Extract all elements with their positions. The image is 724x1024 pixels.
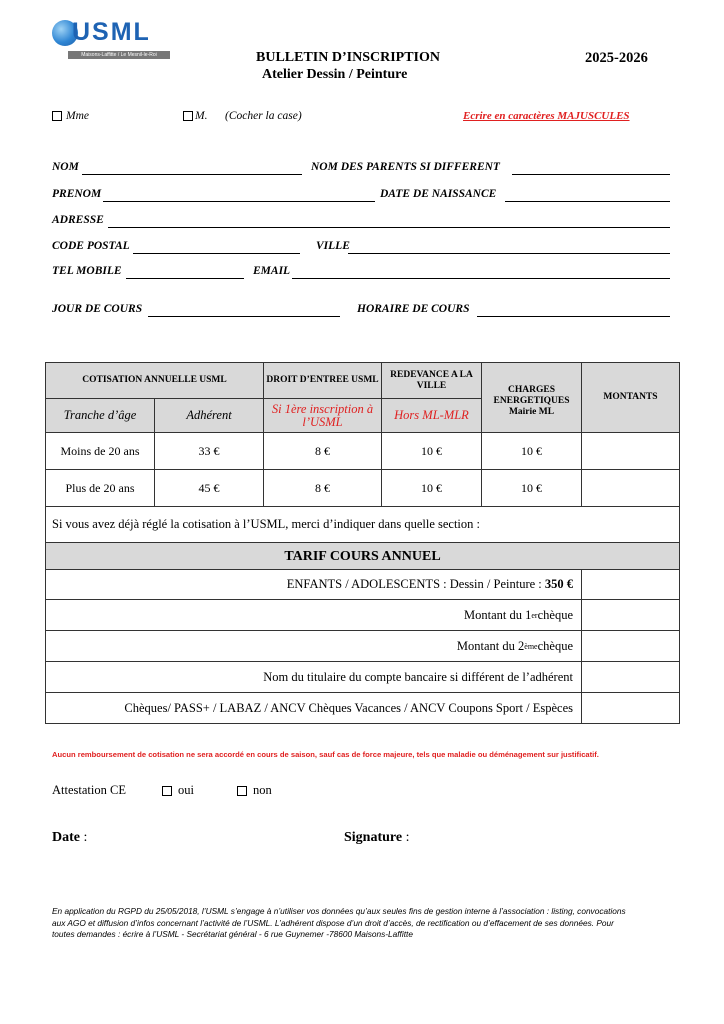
enfants-price: 350 € [544,577,573,591]
nom-field[interactable] [82,174,302,175]
jour-field[interactable] [148,316,340,317]
label-adresse: ADRESSE [52,214,104,226]
attestation-label: Attestation CE [52,783,126,797]
cheque1-montant[interactable] [582,600,680,631]
header-droit: DROIT D’ENTREE USML [264,363,382,399]
subheader-premiere: Si 1ère inscription à l’USML [264,399,382,433]
m-checkbox[interactable] [183,111,193,121]
label-parents: NOM DES PARENTS SI DIFFERENT [311,161,500,173]
season-year: 2025-2026 [585,50,648,66]
header-redevance: REDEVANCE A LA VILLE [382,363,482,399]
attestation-oui[interactable]: oui [162,783,194,798]
header-cotisation: COTISATION ANNUELLE USML [46,363,264,399]
caps-note: Ecrire en caractères MAJUSCULES [463,110,630,122]
titulaire-montant[interactable] [582,662,680,693]
oui-checkbox[interactable] [162,786,172,796]
label-jour: JOUR DE COURS [52,303,143,315]
ville-field[interactable] [348,253,670,254]
code-postal-field[interactable] [133,253,300,254]
row1-adherent: 33 € [155,433,264,470]
prenom-field[interactable] [103,201,375,202]
tarif-title: TARIF COURS ANNUEL [46,543,680,570]
header-charges-sub: Mairie ML [508,407,555,417]
label-horaire: HORAIRE DE COURS [357,303,470,315]
footer-line3: toutes demandes : écrire à l’USML - Secrétariat général - 6 rue Guynemer -78600 Maisons-Laffitte [52,929,413,939]
enfants-montant[interactable] [582,570,680,600]
row2-droit: 8 € [264,470,382,507]
label-code-postal: CODE POSTAL [52,240,130,252]
subheader-tranche: Tranche d’âge [46,399,155,433]
cheque2-sup: ème [524,641,538,651]
cheque2-row [46,631,582,662]
cheque2-post: chèque [537,638,573,653]
cheque2-label: Montant du 2 [456,638,525,653]
row2-adherent: 45 € [155,470,264,507]
non-checkbox[interactable] [237,786,247,796]
section-note[interactable]: Si vous avez déjà réglé la cotisation à l’USML, merci d’indiquer dans quelle section : [46,507,680,543]
civility-m[interactable]: M. [183,110,207,122]
paiements-label: Chèques/ PASS+ / LABAZ / ANCV Chèques Vacances / ANCV Coupons Sport / Espèces [46,693,582,724]
mme-checkbox[interactable] [52,111,62,121]
naissance-field[interactable] [505,201,670,202]
logo-text: USML [72,18,151,46]
horaire-field[interactable] [477,316,670,317]
form-subtitle: Atelier Dessin / Peinture [262,67,408,82]
titulaire-label: Nom du titulaire du compte bancaire si différent de l’adhérent [46,662,582,693]
header-charges-title: CHARGES ENERGETIQUES [493,385,570,406]
row2-montant[interactable] [582,470,680,507]
label-tel: TEL MOBILE [52,265,122,277]
adresse-field[interactable] [108,227,670,228]
row2-age: Plus de 20 ans [46,470,155,507]
enfants-row [46,570,582,600]
usml-logo [52,18,172,62]
rgpd-footer [52,906,692,941]
attestation-non[interactable]: non [237,783,272,798]
cheque1-sup: er [531,610,538,620]
subheader-hors: Hors ML-MLR [382,399,482,433]
label-ville: VILLE [316,240,350,252]
cheque1-row [46,600,582,631]
row1-charges: 10 € [482,433,582,470]
header-charges [482,363,582,433]
civility-hint: (Cocher la case) [225,110,302,122]
row2-charges: 10 € [482,470,582,507]
footer-line1: En application du RGPD du 25/05/2018, l’USML s’engage à n’utiliser vos données qu’aux seules fins de gestion interne à l’association : listing, convocations [52,906,626,916]
label-email: EMAIL [253,265,291,277]
parents-field[interactable] [512,174,670,175]
footer-line2: aux AGO et diffusion d’infos concernant l’activité de l’USML. L’adhérent dispose d’un droit d’accès, de rectification ou d’effacement de ses données. Pour [52,917,614,928]
email-field[interactable] [292,278,670,279]
subheader-adherent: Adhérent [155,399,264,433]
civility-mme[interactable]: Mme [52,110,89,122]
refund-notice: Aucun remboursement de cotisation ne sera accordé en cours de saison, sauf cas de force majeure, tels que maladie ou déménagement sur justificatif. [52,750,599,759]
row1-redevance: 10 € [382,433,482,470]
fees-table [45,362,680,724]
signature-label[interactable]: Signature : [344,830,410,845]
cheque1-post: chèque [537,607,573,622]
logo-subtitle: Maisons-Laffitte / Le Mesnil-le-Roi [68,51,170,59]
cheque2-montant[interactable] [582,631,680,662]
row1-montant[interactable] [582,433,680,470]
tel-field[interactable] [126,278,244,279]
label-prenom: PRENOM [52,188,102,200]
label-nom: NOM [52,161,79,173]
date-label[interactable]: Date : [52,830,88,845]
paiements-montant[interactable] [582,693,680,724]
enfants-label: ENFANTS / ADOLESCENTS : Dessin / Peinture : [286,577,542,591]
label-naissance: DATE DE NAISSANCE [380,188,497,200]
row1-age: Moins de 20 ans [46,433,155,470]
form-title: BULLETIN D’INSCRIPTION [256,50,440,65]
row2-redevance: 10 € [382,470,482,507]
cheque1-label: Montant du 1 [464,607,532,622]
row1-droit: 8 € [264,433,382,470]
header-montants: MONTANTS [582,363,680,433]
